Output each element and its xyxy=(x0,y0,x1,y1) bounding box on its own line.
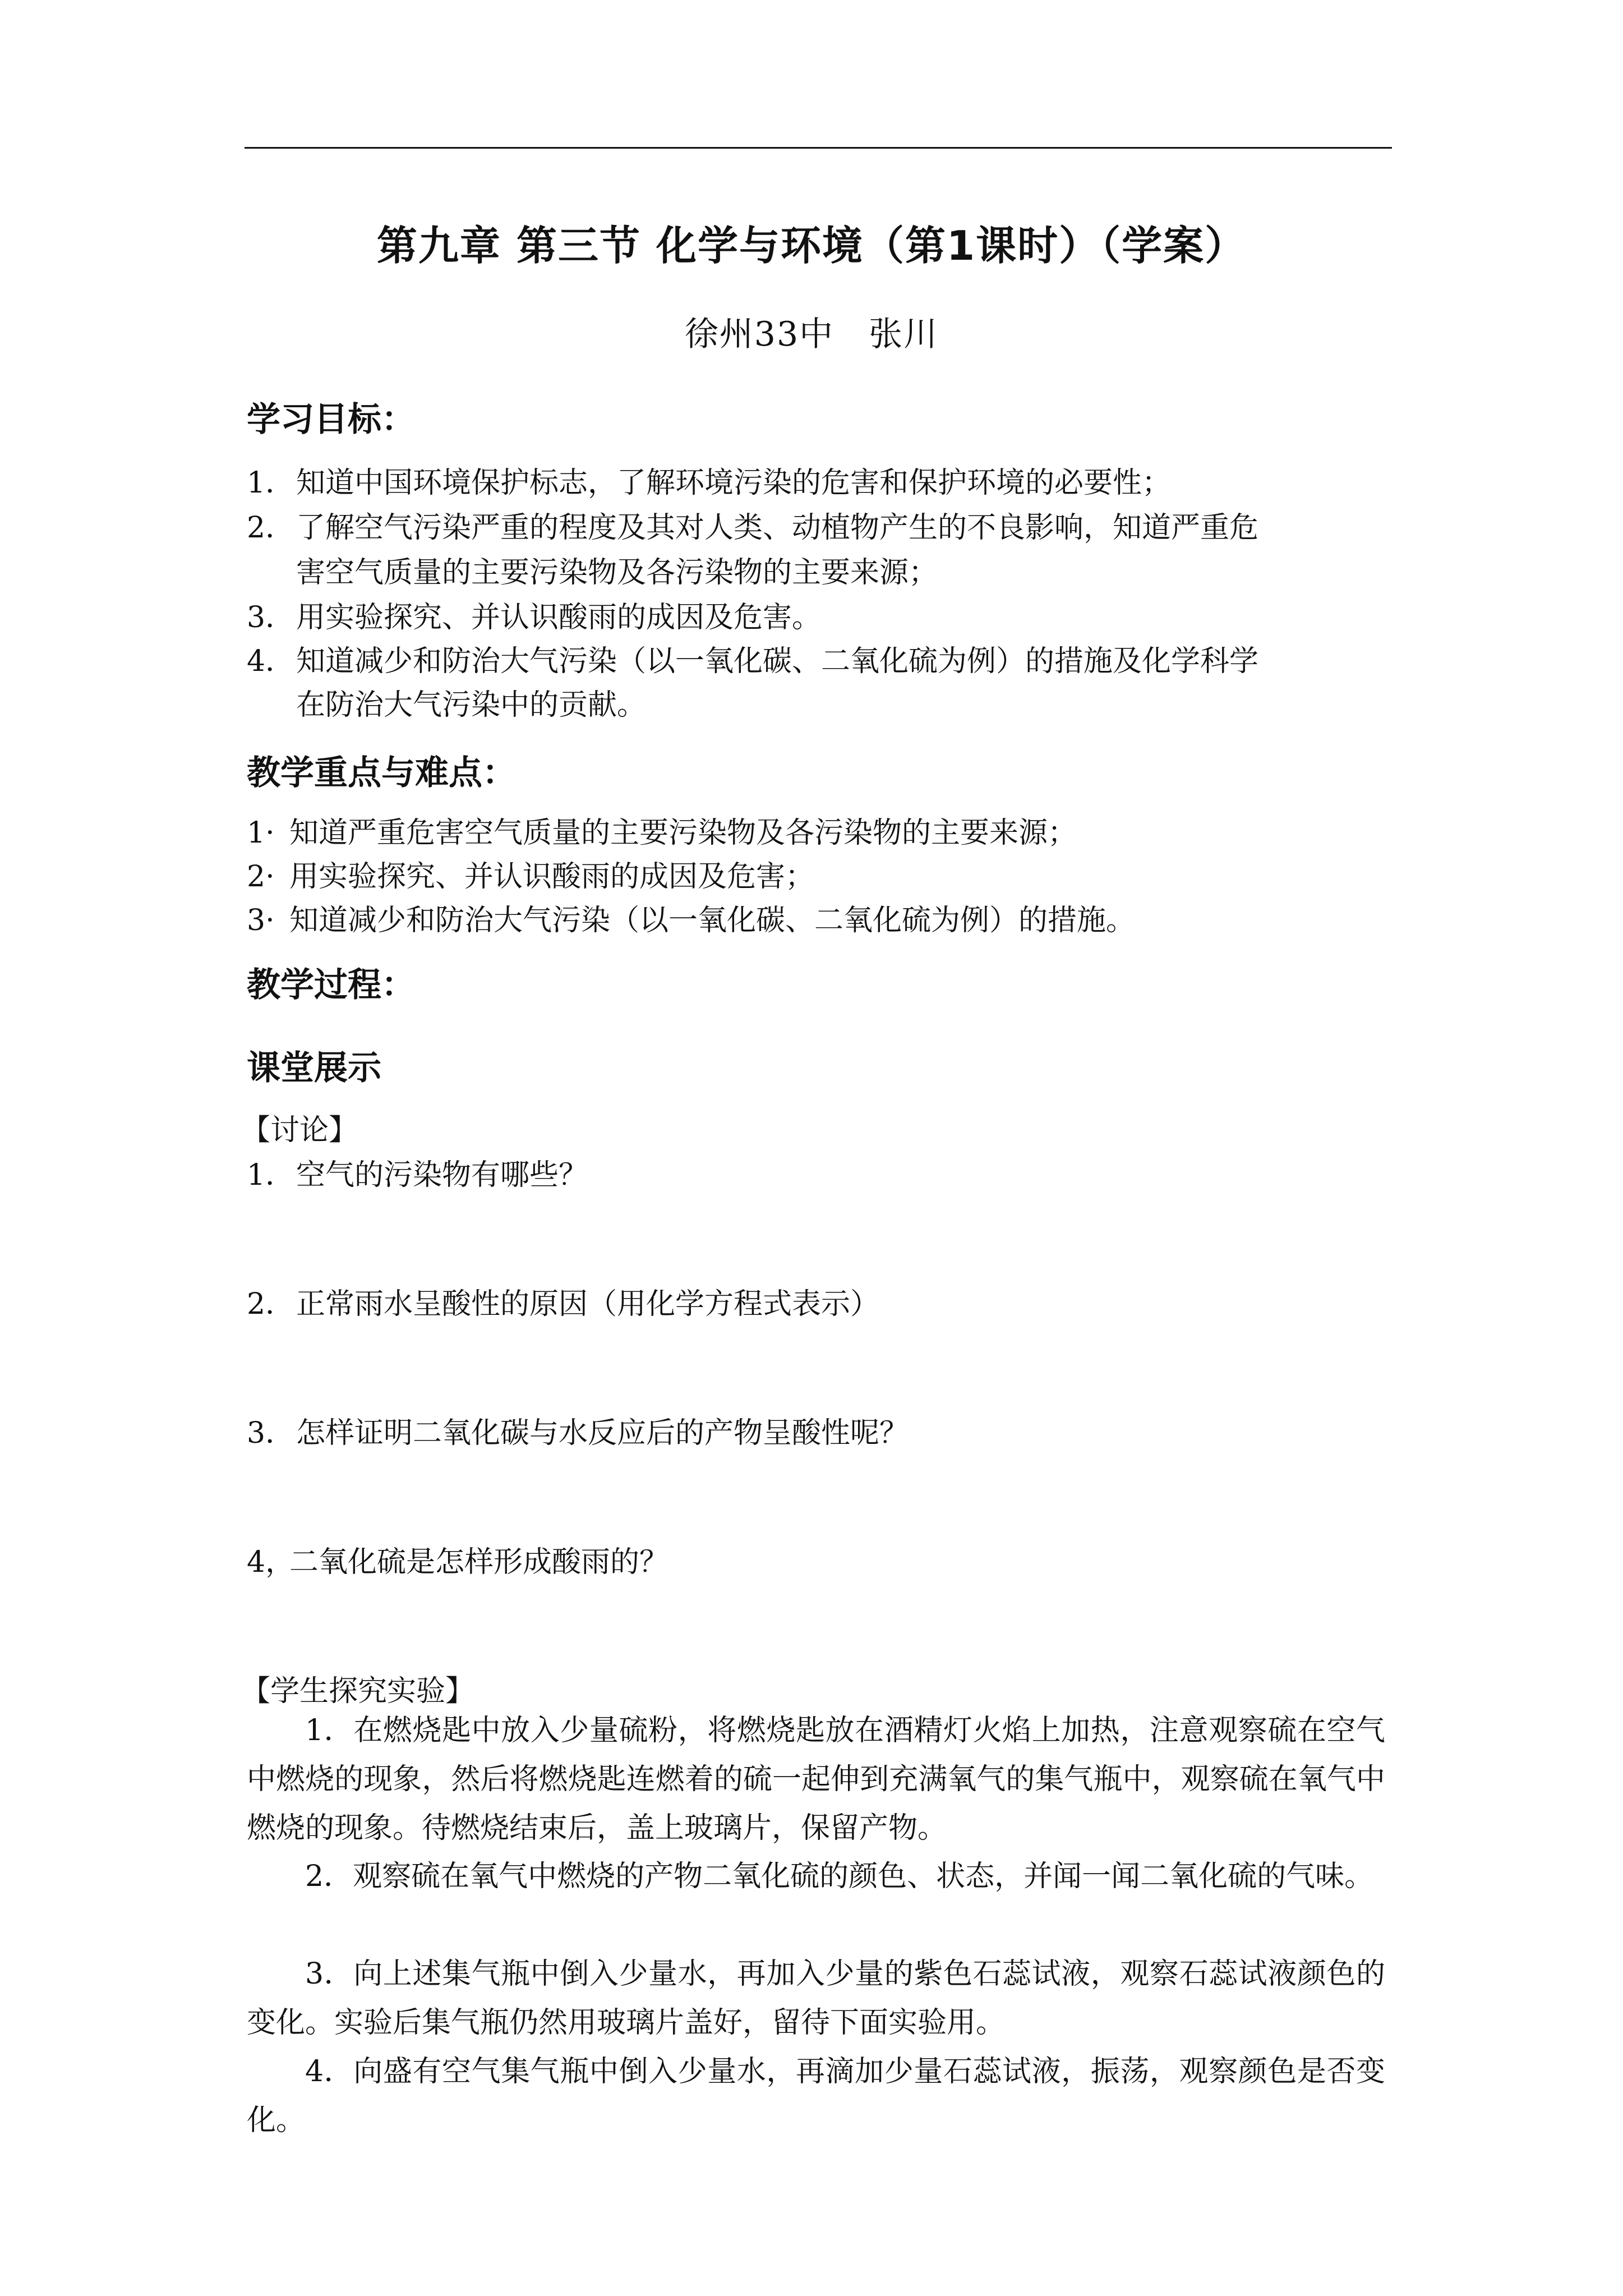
experiment-step: 4．向盛有空气集气瓶中倒入少量水，再滴加少量石蕊试液，振荡，观察颜色是否变化。 xyxy=(247,2055,1385,2137)
experiment-label: 【学生探究实验】 xyxy=(241,1674,475,1708)
keypoint-item: 3· 知道减少和防治大气污染（以一氧化碳、二氧化硫为例）的措施。 xyxy=(247,904,1136,937)
keypoint-item: 1· 知道严重危害空气质量的主要污染物及各污染物的主要来源； xyxy=(247,816,1077,850)
experiment-step: 1．在燃烧匙中放入少量硫粉，将燃烧匙放在酒精灯火焰上加热，注意观察硫在空气中燃烧的现象，然后将燃烧匙连燃着的硫一起伸到充满氧气的集气瓶中，观察硫在氧气中燃烧的现象。待燃烧结束后，盖上玻璃片，保留产物。 xyxy=(247,1714,1385,1845)
keypoint-item: 2· 用实验探究、并认识酸雨的成因及危害； xyxy=(247,860,815,894)
discussion-item: 2．正常雨水呈酸性的原因（用化学方程式表示） xyxy=(247,1287,880,1321)
objectives-heading: 学习目标： xyxy=(247,400,415,439)
objective-item: 3．用实验探究、并认识酸雨的成因及危害。 xyxy=(247,601,822,634)
process-heading: 教学过程： xyxy=(247,965,415,1005)
discussion-item: 4，二氧化硫是怎样形成酸雨的？ xyxy=(247,1545,669,1579)
author-line: 徐州33中 张川 xyxy=(684,315,939,354)
experiment-step: 3．向上述集气瓶中倒入少量水，再加入少量的紫色石蕊试液，观察石蕊试液颜色的变化。实验后集气瓶仍然用玻璃片盖好，留待下面实验用。 xyxy=(247,1957,1385,2040)
objective-item-continuation: 害空气质量的主要污染物及各污染物的主要来源； xyxy=(296,556,938,590)
page-title: 第九章 第三节 化学与环境（第1课时）（学案） xyxy=(376,222,1247,269)
objective-item-continuation: 在防治大气污染中的贡献。 xyxy=(296,688,647,722)
header-rule xyxy=(245,147,1392,149)
display-heading: 课堂展示 xyxy=(247,1048,381,1088)
discussion-item: 1．空气的污染物有哪些？ xyxy=(247,1158,588,1192)
keypoints-heading: 教学重点与难点： xyxy=(247,753,516,793)
objective-item: 4．知道减少和防治大气污染（以一氧化碳、二氧化硫为例）的措施及化学科学 xyxy=(247,645,1259,678)
discussion-item: 3．怎样证明二氧化碳与水反应后的产物呈酸性呢？ xyxy=(247,1416,909,1450)
objective-item: 2．了解空气污染严重的程度及其对人类、动植物产生的不良影响，知道严重危 xyxy=(247,511,1259,545)
objective-item: 1．知道中国环境保护标志，了解环境污染的危害和保护环境的必要性； xyxy=(247,466,1172,500)
experiment-step: 2．观察硫在氧气中燃烧的产物二氧化硫的颜色、状态，并闻一闻二氧化硫的气味。 xyxy=(305,1860,1374,1893)
discussion-label: 【讨论】 xyxy=(241,1114,358,1147)
